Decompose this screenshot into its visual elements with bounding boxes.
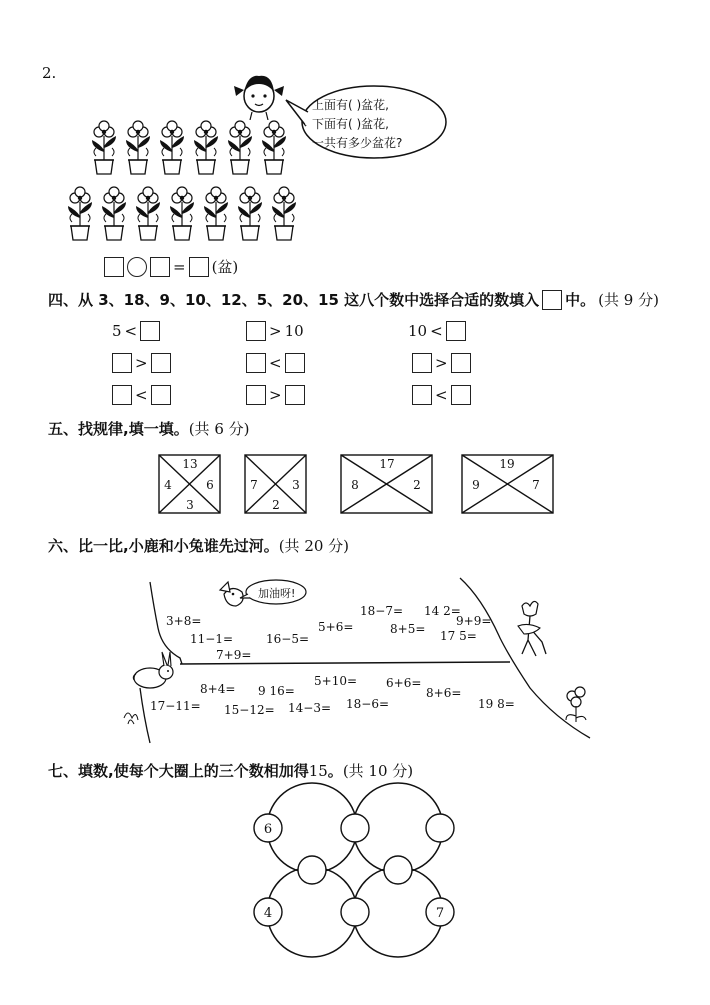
answer-box[interactable] [150,257,170,277]
section7-score: (共 10 分) [342,762,414,780]
answer-box[interactable] [451,385,471,405]
compare-item [246,353,305,373]
speech-line-1: 上面有( )盆花, [312,98,389,112]
section4-score: (共 9 分) [598,291,659,309]
flower-pots [60,118,310,248]
section7-target: 15 [308,762,328,780]
compare-item [412,353,471,373]
equation: 3+8= [166,614,202,628]
equation: 15−12= [224,703,275,717]
puzzle-4-right: 7 [532,478,540,492]
equation: 14−3= [288,701,332,715]
equation: 8+5= [390,622,426,636]
equals-sign: = [173,257,186,276]
compare-item [112,321,160,341]
equation: 9+9= [456,614,492,628]
compare-operator: > [269,322,282,340]
compare-operator: < [430,322,443,340]
q2-number: 2. [42,64,57,82]
equation: 8+4= [200,682,236,696]
speech-text [312,96,402,153]
answer-box[interactable] [140,321,160,341]
compare-operator: > [135,354,148,372]
equation: 17 5= [440,629,477,643]
answer-box[interactable] [112,385,132,405]
section5-title-text: 五、找规律,填一填。 [48,420,189,438]
equation: 5+10= [314,674,358,688]
section6-score: (共 20 分) [278,537,350,555]
sample-box [542,290,562,310]
compare-operator: > [435,354,448,372]
section7-title-end: 。 [327,762,343,780]
puzzle-4-top: 19 [499,457,515,471]
compare-item [112,385,171,405]
equation: 18−7= [360,604,404,618]
puzzle-1-left: 4 [164,478,172,492]
compare-number: 10 [284,322,304,340]
girl-illustration [228,68,290,120]
speech-line-3: 一共有多少盆花? [312,136,403,150]
answer-box[interactable] [285,353,305,373]
circle-puzzle [240,778,470,958]
answer-box[interactable] [112,353,132,373]
section7-title-text: 七、填数,使每个大圈上的三个数相加得 [48,762,309,780]
puzzle-2-right: 3 [292,478,300,492]
speech-line-2: 下面有( )盆花, [312,117,389,131]
compare-operator: < [135,386,148,404]
puzzle-3-right: 2 [413,478,421,492]
equation: 18−6= [346,697,390,711]
puzzle-3-top: 17 [379,457,395,471]
equation: 11−1= [190,632,234,646]
puzzle-4-left: 9 [472,478,480,492]
answer-box[interactable] [151,385,171,405]
pattern-puzzles [150,452,560,518]
compare-operator: < [269,354,282,372]
puzzle-2-left: 7 [250,478,258,492]
section4-title [48,289,659,310]
puzzle-1-bottom: 3 [186,498,194,512]
answer-box[interactable] [246,385,266,405]
compare-operator: < [435,386,448,404]
section5-title [48,418,250,439]
q2-formula [104,256,238,277]
compare-operator: < [124,322,138,340]
compare-item [112,353,171,373]
operator-circle[interactable] [127,257,147,277]
section6-title [48,535,349,556]
equation: 16−5= [266,632,310,646]
answer-box[interactable] [285,385,305,405]
puzzle-3-left: 8 [351,478,359,492]
circle-value-bottom-right: 7 [435,906,445,921]
answer-box[interactable] [151,353,171,373]
cheer-text: 加油呀! [258,587,296,600]
puzzle-1-right: 6 [206,478,214,492]
section6-title-text: 六、比一比,小鹿和小兔谁先过河。 [48,537,279,555]
unit-label: (盆) [211,258,239,276]
river-scene [110,568,600,748]
equation: 14 2= [424,604,461,618]
equation: 7+9= [216,648,252,662]
puzzle-1-top: 13 [182,457,198,471]
compare-item [246,385,305,405]
compare-item [412,385,471,405]
equation: 5+6= [318,620,354,634]
answer-box[interactable] [189,257,209,277]
circle-value-top-left: 6 [263,822,273,837]
compare-item [246,321,304,341]
section4-title-text: 四、从 3、18、9、10、12、5、20、15 这八个数中选择合适的数填入 [48,291,540,309]
compare-number: 5 [112,322,122,340]
compare-item [408,321,466,341]
equation: 17−11= [150,699,201,713]
circle-value-bottom-left: 4 [263,906,273,921]
compare-operator: > [269,386,282,404]
section5-score: (共 6 分) [188,420,250,438]
answer-box[interactable] [412,385,432,405]
puzzle-2-bottom: 2 [272,498,280,512]
equation: 9 16= [258,684,295,698]
answer-box[interactable] [104,257,124,277]
answer-box[interactable] [446,321,466,341]
answer-box[interactable] [412,353,432,373]
equation: 19 8= [478,697,515,711]
equation: 8+6= [426,686,462,700]
section4-title-end: 中。 [565,291,596,309]
answer-box[interactable] [246,353,266,373]
compare-number: 10 [408,322,428,340]
equation: 6+6= [386,676,422,690]
answer-box[interactable] [451,353,471,373]
answer-box[interactable] [246,321,266,341]
